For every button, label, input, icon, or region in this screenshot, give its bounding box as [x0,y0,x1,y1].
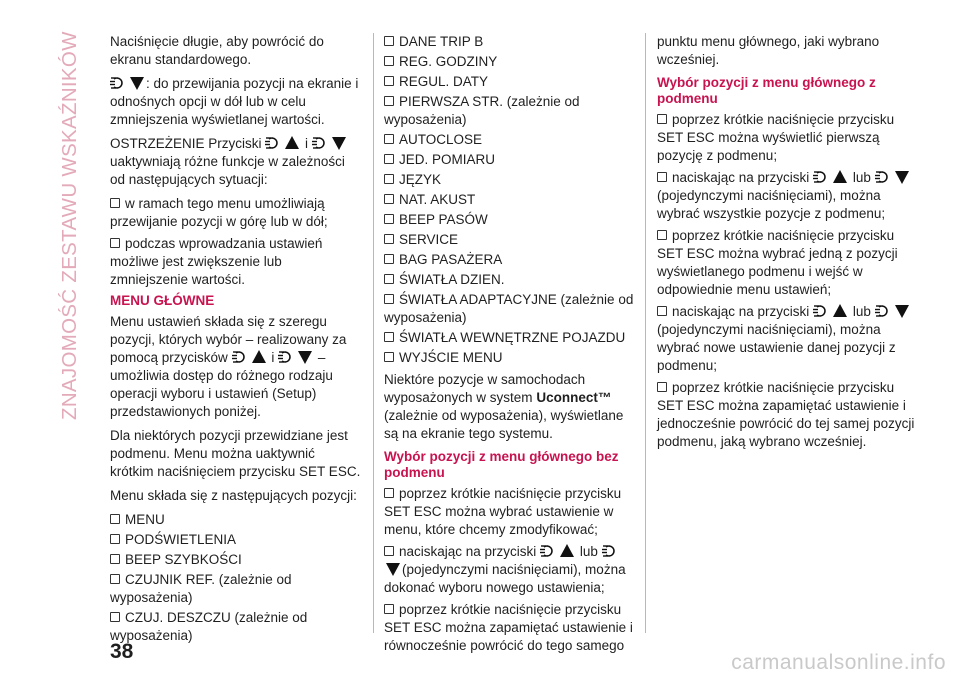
list-item: BAG PASAŻERA [384,251,636,269]
checkbox-bullet-icon [110,534,120,544]
list-item: JED. POMIARU [384,151,636,169]
checkbox-bullet-icon [384,194,394,204]
text-column-2 [384,33,636,659]
section-heading: Wybór pozycji z menu głównego z podmenu [657,75,876,106]
checkbox-bullet-icon [110,612,120,622]
list-item: naciskając na przyciski lub (pojedynczymi naciśnięciami), można wybrać nowe ustawienie danej pozycji z podmenu; [657,303,915,375]
triangle-up-icon [252,350,266,363]
checkbox-bullet-icon [110,554,120,564]
page-number: 38 [110,640,134,663]
sun-icon [813,169,831,185]
list-item: SERVICE [384,231,636,249]
checkbox-bullet-icon [657,114,667,124]
checkbox-bullet-icon [384,604,394,614]
watermark: carmanualsonline.info [731,651,946,674]
paragraph: punktu menu głównego, jaki wybrano wcześniej. [657,34,880,67]
paragraph: Menu ustawień składa się z szeregu pozycji, których wybór – realizowany za pomocą przycisków i – umożliwia dostęp do różnego rodzaju operacji wyboru i ustawień (Setup) przedstawionych poniżej. [110,314,347,419]
checkbox-bullet-icon [657,306,667,316]
list-item: ŚWIATŁA WEWNĘTRZNE POJAZDU [384,329,636,347]
list-item: poprzez krótkie naciśnięcie przycisku SET ESC można wybrać jedną z pozycji wyświetlanego podmenu i wejść w odpowiednie menu ustawień; [657,228,898,297]
list-item: CZUJ. DESZCZU (zależnie od wyposażenia) [110,610,308,643]
chapter-title-text: ZNAJOMOŚĆ ZESTAWU WSKAŹNIKÓW [58,31,81,420]
checkbox-bullet-icon [384,488,394,498]
triangle-down-icon [298,351,312,364]
paragraph: Naciśnięcie długie, aby powrócić do ekranu standardowego. [110,34,324,67]
list-item: PIERWSZA STR. (zależnie od wyposażenia) [384,94,580,127]
sun-icon [875,169,893,185]
list-item: poprzez krótkie naciśnięcie przycisku SET ESC można zapamiętać ustawienie i jednocześnie powrócić do tej samej pozycji podmenu, jaką wybrano wcześniej. [657,380,915,449]
sun-icon [312,135,330,151]
section-heading: Wybór pozycji z menu głównego bez podmenu [384,449,619,480]
checkbox-bullet-icon [384,352,394,362]
sun-icon [602,543,620,559]
sun-icon [265,135,283,151]
triangle-down-icon [130,77,144,90]
sun-icon [875,303,893,319]
list-item: PODŚWIETLENIA [110,531,362,549]
checkbox-bullet-icon [384,174,394,184]
triangle-down-icon [332,137,346,150]
checkbox-bullet-icon [384,274,394,284]
text-column-1 [110,33,362,647]
checkbox-bullet-icon [657,172,667,182]
column-divider [645,33,646,633]
checkbox-bullet-icon [110,574,120,584]
sun-icon [232,349,250,365]
triangle-down-icon [386,563,400,576]
paragraph: OSTRZEŻENIE Przyciski i uaktywniają różne funkcje w zależności od następujących sytuacji: [110,136,345,187]
list-item: naciskając na przyciski lub (pojedynczymi naciśnięciami), można dokonać wyboru nowego ustawienia; [384,544,626,595]
list-item: naciskając na przyciski lub (pojedynczymi naciśnięciami), można wybrać wszystkie pozycje z podmenu; [657,169,915,223]
list-item: CZUJNIK REF. (zależnie od wyposażenia) [110,572,292,605]
paragraph: Niektóre pozycje w samochodach wyposażonych w system Uconnect™ (zależnie od wyposażenia), wyświetlane są na ekranie tego systemu. [384,372,624,441]
checkbox-bullet-icon [384,96,394,106]
list-item: DANE TRIP B [384,33,636,51]
triangle-up-icon [285,136,299,149]
text-column-3 [657,33,915,455]
list-item: NAT. AKUST [384,191,636,209]
paragraph: : do przewijania pozycji na ekranie i odnośnych opcji w dół lub w celu zmniejszenia wyświetlanej wartości. [110,76,359,127]
checkbox-bullet-icon [384,56,394,66]
list-item: podczas wprowadzania ustawień możliwe jest zwiększenie lub zmniejszenie wartości. [110,236,323,287]
list-item: BEEP PASÓW [384,211,636,229]
triangle-down-icon [895,305,909,318]
brand-name: Uconnect™ [536,390,612,405]
sun-icon [813,303,831,319]
sun-icon [540,543,558,559]
triangle-up-icon [833,170,847,183]
list-item: poprzez krótkie naciśnięcie przycisku SET ESC można zapamiętać ustawienie i równocześnie powrócić do tego samego [384,602,633,653]
list-item: BEEP SZYBKOŚCI [110,551,362,569]
checkbox-bullet-icon [384,332,394,342]
checkbox-bullet-icon [384,546,394,556]
checkbox-bullet-icon [384,154,394,164]
list-item: JĘZYK [384,171,636,189]
triangle-up-icon [560,544,574,557]
checkbox-bullet-icon [384,76,394,86]
checkbox-bullet-icon [110,198,120,208]
chapter-side-title [58,30,88,420]
list-item: ŚWIATŁA DZIEN. [384,271,636,289]
section-heading: MENU GŁÓWNE [110,293,215,308]
paragraph: Dla niektórych pozycji przewidziane jest podmenu. Menu można uaktywnić krótkim naciśnięciem przycisku SET ESC. [110,428,361,479]
paragraph: Menu składa się z następujących pozycji: [110,488,357,503]
list-item: w ramach tego menu umożliwiają przewijanie pozycji w górę lub w dół; [110,196,328,229]
checkbox-bullet-icon [110,238,120,248]
list-item: WYJŚCIE MENU [384,349,636,367]
triangle-up-icon [833,304,847,317]
checkbox-bullet-icon [657,230,667,240]
list-item: AUTOCLOSE [384,131,636,149]
checkbox-bullet-icon [384,36,394,46]
checkbox-bullet-icon [384,294,394,304]
column-divider [373,33,374,633]
list-item: REG. GODZINY [384,53,636,71]
sun-icon [110,75,128,91]
checkbox-bullet-icon [384,254,394,264]
checkbox-bullet-icon [110,514,120,524]
list-item: MENU [110,511,362,529]
list-item: poprzez krótkie naciśnięcie przycisku SET ESC można wybrać ustawienie w menu, które chcemy zmodyfikować; [384,486,622,537]
list-item: ŚWIATŁA ADAPTACYJNE (zależnie od wyposażenia) [384,292,634,325]
triangle-down-icon [895,171,909,184]
list-item: REGUL. DATY [384,73,636,91]
checkbox-bullet-icon [384,214,394,224]
checkbox-bullet-icon [657,382,667,392]
list-item: poprzez krótkie naciśnięcie przycisku SET ESC można wyświetlić pierwszą pozycję z podmenu; [657,112,895,163]
sun-icon [278,349,296,365]
checkbox-bullet-icon [384,234,394,244]
checkbox-bullet-icon [384,134,394,144]
